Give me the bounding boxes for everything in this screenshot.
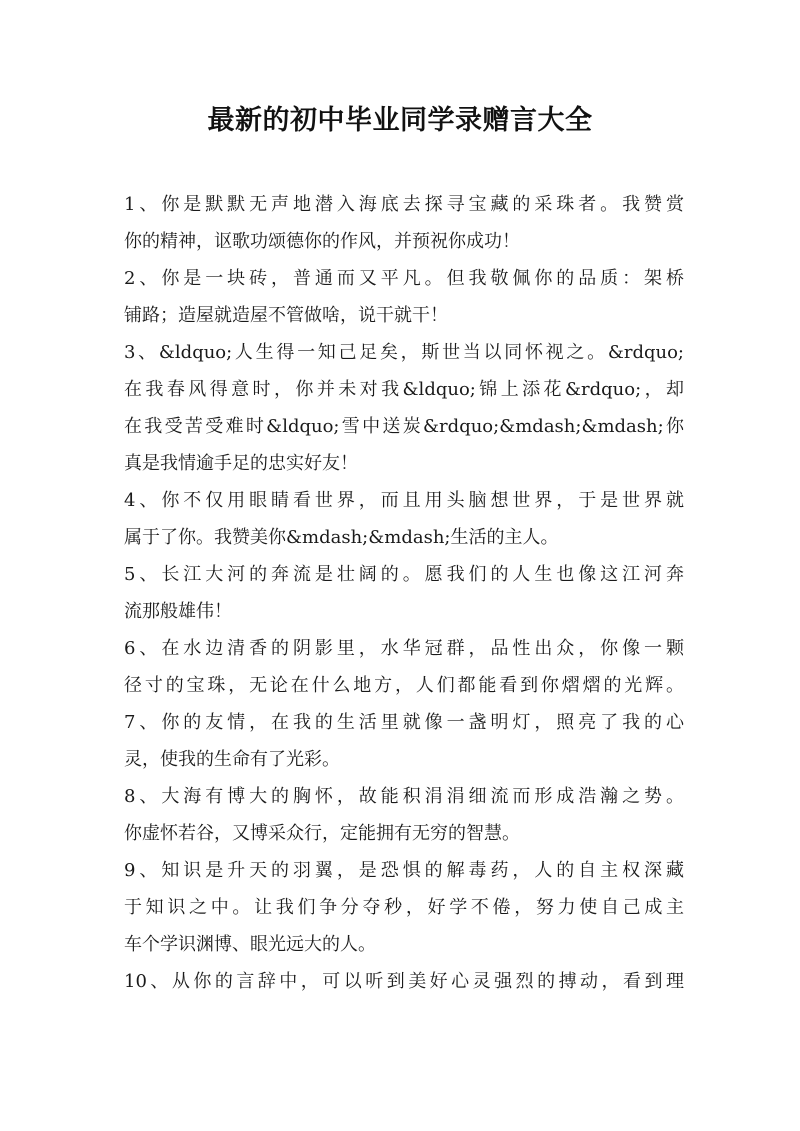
text-line: 3、&ldquo;人生得一知己足矣，斯世当以同怀视之。&rdquo;: [124, 342, 684, 363]
text-line: 7、你的友情，在我的生活里就像一盏明灯，照亮了我的心: [124, 712, 684, 733]
page-title: 最新的初中毕业同学录赠言大全: [207, 105, 593, 136]
text-line: 10、从你的言辞中，可以听到美好心灵强烈的搏动，看到理: [124, 971, 684, 992]
text-line: 属于了你。我赞美你&mdash;&mdash;生活的主人。: [124, 527, 559, 548]
text-line: 径寸的宝珠，无论在什么地方，人们都能看到你熠熠的光辉。: [124, 675, 684, 696]
text-line: 在我受苦受难时&ldquo;雪中送炭&rdquo;&mdash;&mdash;你: [124, 416, 684, 437]
text-line: 铺路；造屋就造屋不管做啥，说干就干！: [124, 305, 448, 326]
text-line: 5、长江大河的奔流是壮阔的。愿我们的人生也像这江河奔: [124, 564, 684, 585]
text-line: 流那般雄伟！: [124, 601, 232, 622]
text-line: 你虚怀若谷，又博采众行，定能拥有无穷的智慧。: [124, 823, 520, 844]
document-body: [124, 186, 684, 1000]
text-line: 6、在水边清香的阴影里，水华冠群，品性出众，你像一颗: [124, 638, 684, 659]
text-line: 于知识之中。让我们争分夺秒，好学不倦，努力使自己成主: [124, 897, 684, 918]
text-line: 在我春风得意时，你并未对我&ldquo;锦上添花&rdquo;，却: [124, 379, 684, 400]
text-line: 真是我情逾手足的忠实好友！: [124, 453, 358, 474]
text-line: 4、你不仅用眼睛看世界，而且用头脑想世界，于是世界就: [124, 490, 684, 511]
text-line: 2、你是一块砖，普通而又平凡。但我敬佩你的品质：架桥: [124, 268, 684, 289]
text-line: 8、大海有博大的胸怀，故能积涓涓细流而形成浩瀚之势。: [124, 786, 684, 807]
text-line: 灵，使我的生命有了光彩。: [124, 749, 340, 770]
text-line: 车个学识渊博、眼光远大的人。: [124, 934, 376, 955]
text-line: 9、知识是升天的羽翼，是恐惧的解毒药，人的自主权深藏: [124, 860, 684, 881]
text-line: 你的精神，讴歌功颂德你的作风，并预祝你成功！: [124, 231, 520, 252]
text-line: 1、你是默默无声地潜入海底去探寻宝藏的采珠者。我赞赏: [124, 194, 684, 215]
